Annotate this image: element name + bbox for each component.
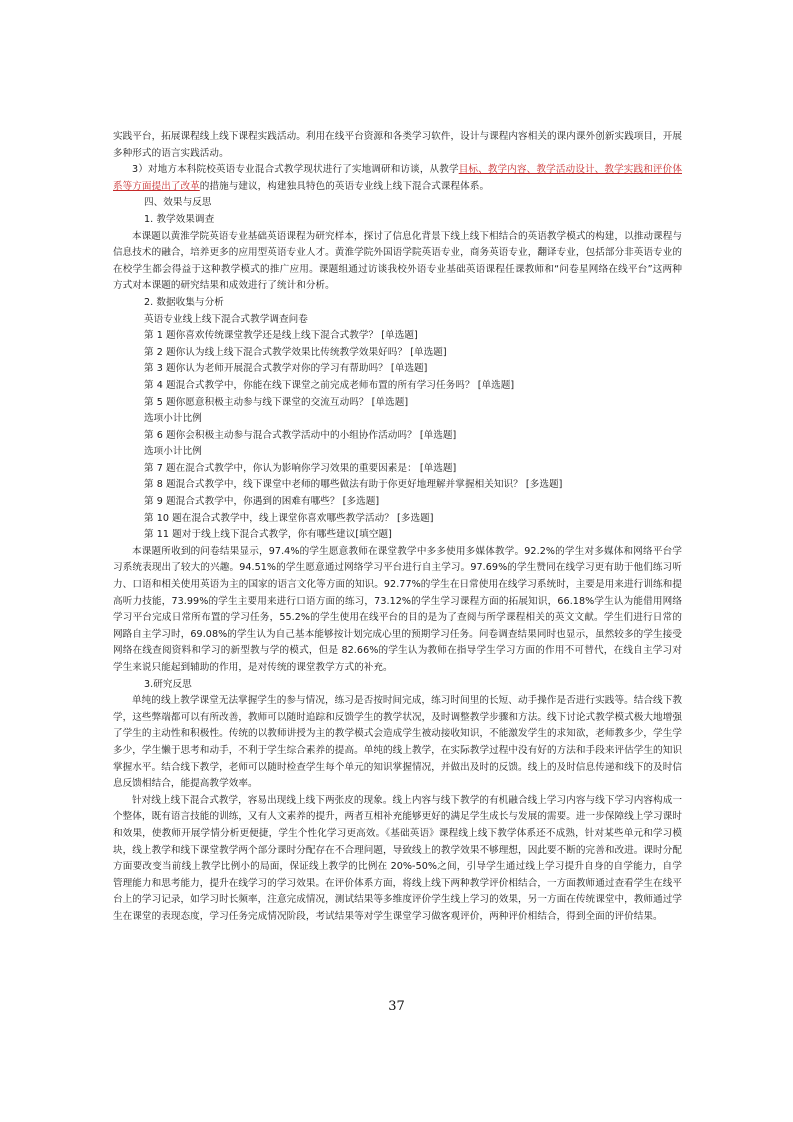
list-line: 选项小计比例 bbox=[144, 446, 202, 458]
highlighted-text: 目标、教学内容、教学活动设计、教学实践和评价体系等方面提出了改革 bbox=[113, 164, 682, 192]
paragraph-text: 的措施与建议，构建独具特色的英语专业线上线下混合式课程体系。 bbox=[199, 180, 490, 192]
list-line: 第 4 题混合式教学中，你能在线下课堂之前完成老师布置的所有学习任务吗？ [单选题] bbox=[144, 379, 515, 391]
list-line: 英语专业线上线下混合式教学调查问卷 bbox=[144, 313, 308, 325]
page-body bbox=[113, 129, 682, 926]
list-line: 第 8 题混合式教学中，线下课堂中老师的哪些做法有助于你更好地理解并掌握相关知识？ [多选题] bbox=[144, 479, 563, 491]
list-line: 第 1 题你喜欢传统课堂教学还是线上线下混合式教学？ [单选题] bbox=[144, 330, 418, 342]
list-line: 第 6 题你会积极主动参与混合式教学活动中的小组协作活动吗？ [单选题] bbox=[144, 429, 457, 441]
body-paragraph: 针对线上线下混合式教学，容易出现线上线下两张皮的现象。线上内容与线下教学的有机融合线上学习内容与线下学习内容构成一个整体，既有语言技能的训练，又有人文素养的提升，两者互相补充能够更好的满足学生成长与发展的需要。进一步保障线上学习课时和效果，使教师开展学情分析更便捷，学生个性化学习更高效。《基础英语》课程线上线下教学体系还不成熟，针对某些单元和学习模块，线上教学和线下课堂教学两个部分课时分配存在不合理问题，导致线上的教学效果不够理想，因此要不断的完善和改进。课时分配方面要改变当前线上教学比例小的局面，保证线上教学的比例在 20%-50%之间，引导学生通过线上学习提升自身的自学能力，自学管理能力和思考能力，提升在线学习的学习效果。在评价体系方面，将线上线下两种教学评价相结合，一方面教师通过查看学生在线平台上的学习记录，如学习时长频率，注意完成情况，测试结果等多维度评价学生线上学习的效果，另一方面在传统课堂中，教师通过学生在课堂的表现态度，学习任务完成情况阶段，考试结果等对学生课堂学习做客观评价，两种评价相结合，得到全面的评价结果。 bbox=[113, 794, 682, 922]
list-line: 第 9 题混合式教学中，你遇到的困难有哪些？ [多选题] bbox=[144, 496, 380, 508]
body-paragraph: 单纯的线上教学课堂无法掌握学生的参与情况，练习是否按时间完成，练习时间里的长短、动手操作是否进行实践等。结合线下教学，这些弊端都可以有所改善，教师可以随时追踪和反馈学生的教学状况，及时调整教学步骤和方法。线下讨论式教学模式极大地增强了学生的主动性和积极性。传统的以教师讲授为主的教学模式会造成学生被动接收知识，不能激发学生的求知欲，老师教多少，学生学多少，学生懒于思考和动手，不利于学生综合素养的提高。单纯的线上教学，在实际教学过程中没有好的方法和手段来评估学生的知识掌握水平。结合线下教学，老师可以随时检查学生每个单元的知识掌握情况，并做出及时的反馈。线上的及时信息传递和线下的及时信息反馈相结合，能提高教学效率。 bbox=[113, 695, 682, 790]
list-line: 第 10 题在混合式教学中，线上课堂你喜欢哪些教学活动？ [多选题] bbox=[144, 512, 434, 524]
paragraph-text: 3）对地方本科院校英语专业混合式教学现状进行了实地调研和访谈，从教学 bbox=[132, 164, 459, 176]
body-paragraph: 本课题所收到的问卷结果显示，97.4%的学生愿意教师在课堂教学中多多使用多媒体教学。92.2%的学生对多媒体和网络平台学习系统表现出了较大的兴趣。94.51%的学生愿意通过网络学习平台进行自主学习。97.69%的学生赞同在线学习更有助于他们练习听力、口语和相关使用英语为主的国家的语言文化等方面的知识。92.77%的学生在日常使用在线学习系统时，主要是用来进行训练和提高听力技能，73.99%的学生主要用来进行口语方面的练习，73.12%的学生学习课程方面的拓展知识，66.18%学生认为能借用网络学习平台完成日常所布置的学习任务，55.2%的学生使用在线平台的目的是为了查阅与所学课程相关的英文文献。学生们进行日常的网路自主学习时，69.08%的学生认为自己基本能够按计划完成心里的预期学习任务。问卷调查结果同时也显示，虽然较多的学生接受网络在线查阅资料和学习的新型教与学的模式，但是 82.66%的学生认为教师在指导学生学习方面的作用不可替代，在线自主学习对学生来说只能起到辅助的作用，是对传统的课堂教学方式的补充。 bbox=[113, 545, 682, 673]
list-line: 3.研究反思 bbox=[144, 678, 192, 690]
body-paragraph bbox=[113, 162, 682, 195]
list-line: 第 5 题你愿意积极主动参与线下课堂的交流互动吗？ [单选题] bbox=[144, 396, 409, 408]
list-line: 第 2 题你认为线上线下混合式教学效果比传统教学效果好吗？ [单选题] bbox=[144, 346, 447, 358]
list-line: 2. 数据收集与分析 bbox=[144, 296, 224, 308]
list-line: 第 7 题在混合式教学中，你认为影响你学习效果的重要因素是： [单选题] bbox=[144, 462, 457, 474]
list-line: 选项小计比例 bbox=[144, 413, 202, 425]
page-number: 37 bbox=[388, 999, 405, 1014]
list-line: 第 3 题你认为老师开展混合式教学对你的学习有帮助吗？ [单选题] bbox=[144, 363, 428, 375]
list-line: 四、效果与反思 bbox=[144, 197, 212, 209]
body-paragraph: 本课题以黄淮学院英语专业基础英语课程为研究样本，探讨了信息化背景下线上线下相结合的英语教学模式的构建，以推动课程与信息技术的融合，培养更多的应用型英语专业人才。黄淮学院外国语学院英语专业，商务英语专业，翻译专业，包括部分非英语专业的在校学生都会得益于这种教学模式的推广应用。课题组通过访谈我校外语专业基础英语课程任课教师和“问卷星网络在线平台”这两种方式对本课题的研究结果和成效进行了统计和分析。 bbox=[113, 230, 682, 292]
list-line: 第 11 题对于线上线下混合式教学，你有哪些建议[填空题] bbox=[144, 529, 392, 541]
body-paragraph: 实践平台，拓展课程线上线下课程实践活动。利用在线平台资源和各类学习软件，设计与课程内容相关的课内课外创新实践项目，开展多种形式的语言实践活动。 bbox=[113, 131, 682, 159]
list-line: 1. 教学效果调查 bbox=[144, 213, 215, 225]
